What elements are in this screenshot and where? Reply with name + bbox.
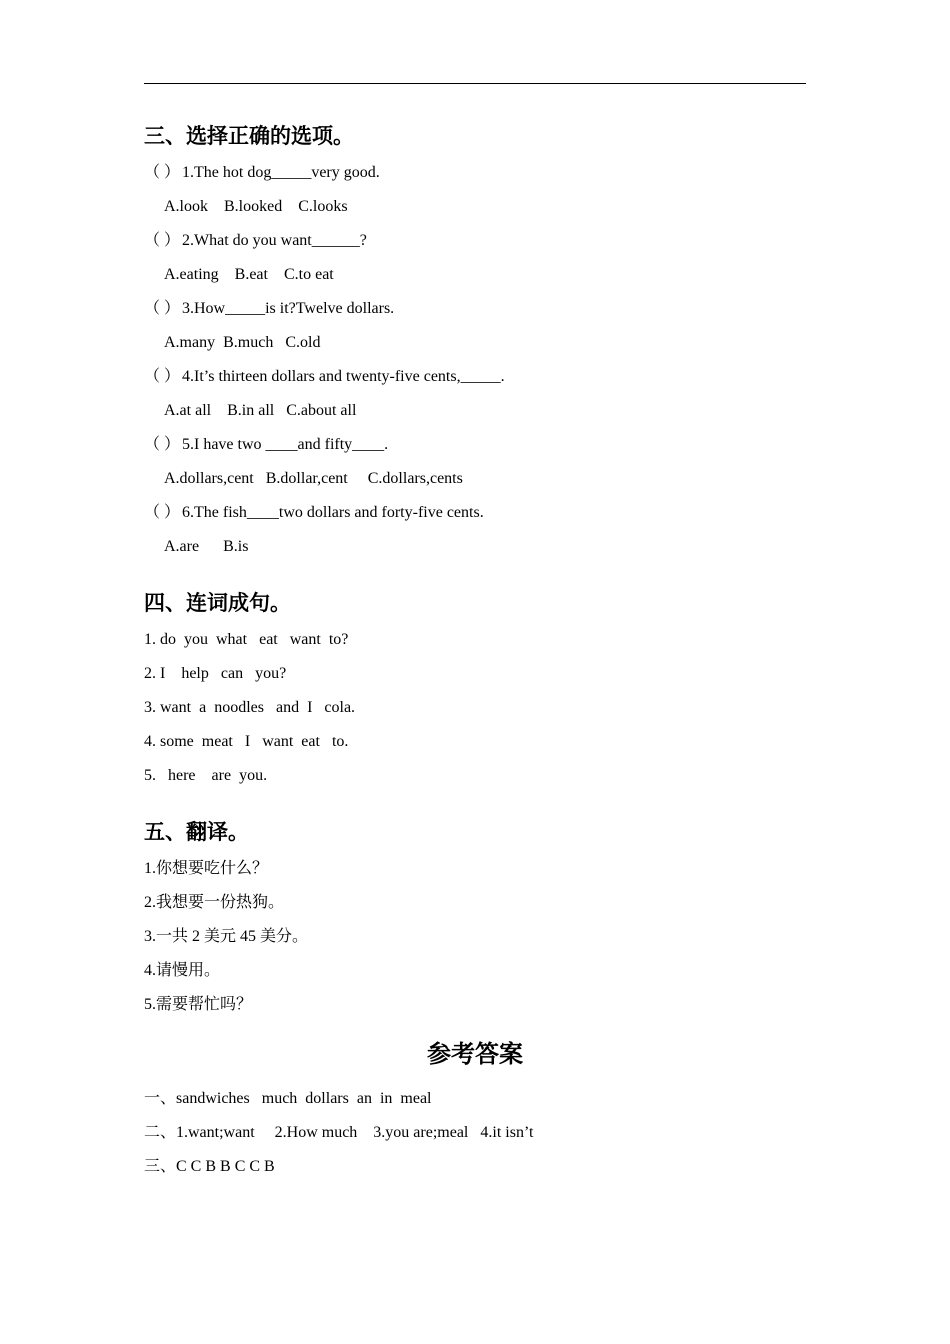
question-5 [144, 428, 806, 462]
question-3-options: A.many B.much C.old [164, 334, 321, 351]
question-1 [144, 156, 806, 190]
question-4 [144, 360, 806, 394]
answer-blank[interactable]: （ ） [144, 436, 181, 453]
section5-heading: 五、翻译。 [144, 820, 249, 844]
section-spacer [144, 793, 806, 812]
answer-line-1: 一、sandwiches much dollars an in meal [144, 1090, 432, 1107]
question-1-options: A.look B.looked C.looks [164, 198, 348, 215]
answer-line-3: 三、C C B B C C B [144, 1158, 275, 1175]
translate-item-3: 3.一共 2 美元 45 美分。 [144, 928, 309, 945]
reorder-item-3: 3. want a noodles and I cola. [144, 699, 356, 716]
translate-item-2: 2.我想要一份热狗。 [144, 894, 285, 911]
section3-heading: 三、选择正确的选项。 [144, 124, 354, 148]
answer-blank[interactable]: （ ） [144, 300, 181, 317]
question-6-options: A.are B.is [164, 538, 249, 555]
translate-item-1: 1.你想要吃什么？ [144, 860, 269, 877]
question-2 [144, 224, 806, 258]
question-2-options: A.eating B.eat C.to eat [164, 266, 334, 283]
reorder-item-2: 2. I help can you? [144, 665, 287, 682]
reorder-item-5: 5. here are you. [144, 767, 268, 784]
question-5-options: A.dollars,cent B.dollar,cent C.dollars,cents [164, 470, 463, 487]
answer-key-title: 参考答案 [427, 1040, 523, 1068]
section4-heading: 四、连词成句。 [144, 591, 291, 615]
section-spacer [144, 564, 806, 583]
question-4-options: A.at all B.in all C.about all [164, 402, 357, 419]
translate-item-4: 4.请慢用。 [144, 962, 221, 979]
answer-blank[interactable]: （ ） [144, 164, 181, 181]
question-6 [144, 496, 806, 530]
answer-line-2: 二、1.want;want 2.How much 3.you are;meal 4.it isn’t [144, 1124, 534, 1141]
header-rule [144, 83, 806, 84]
answer-blank[interactable]: （ ） [144, 368, 181, 385]
question-text: 2.What do you want______? [182, 232, 367, 249]
question-text: 1.The hot dog_____very good. [182, 164, 380, 181]
question-3 [144, 292, 806, 326]
question-text: 3.How_____is it?Twelve dollars. [182, 300, 395, 317]
reorder-item-1: 1. do you what eat want to? [144, 631, 349, 648]
answer-blank[interactable]: （ ） [144, 232, 181, 249]
question-text: 4.It’s thirteen dollars and twenty-five cents,_____. [182, 368, 505, 385]
document-content [144, 116, 806, 1184]
question-text: 6.The fish____two dollars and forty-five cents. [182, 504, 484, 521]
reorder-item-4: 4. some meat I want eat to. [144, 733, 349, 750]
translate-item-5: 5.需要帮忙吗？ [144, 996, 253, 1013]
question-text: 5.I have two ____and fifty____. [182, 436, 389, 453]
answer-blank[interactable]: （ ） [144, 504, 181, 521]
